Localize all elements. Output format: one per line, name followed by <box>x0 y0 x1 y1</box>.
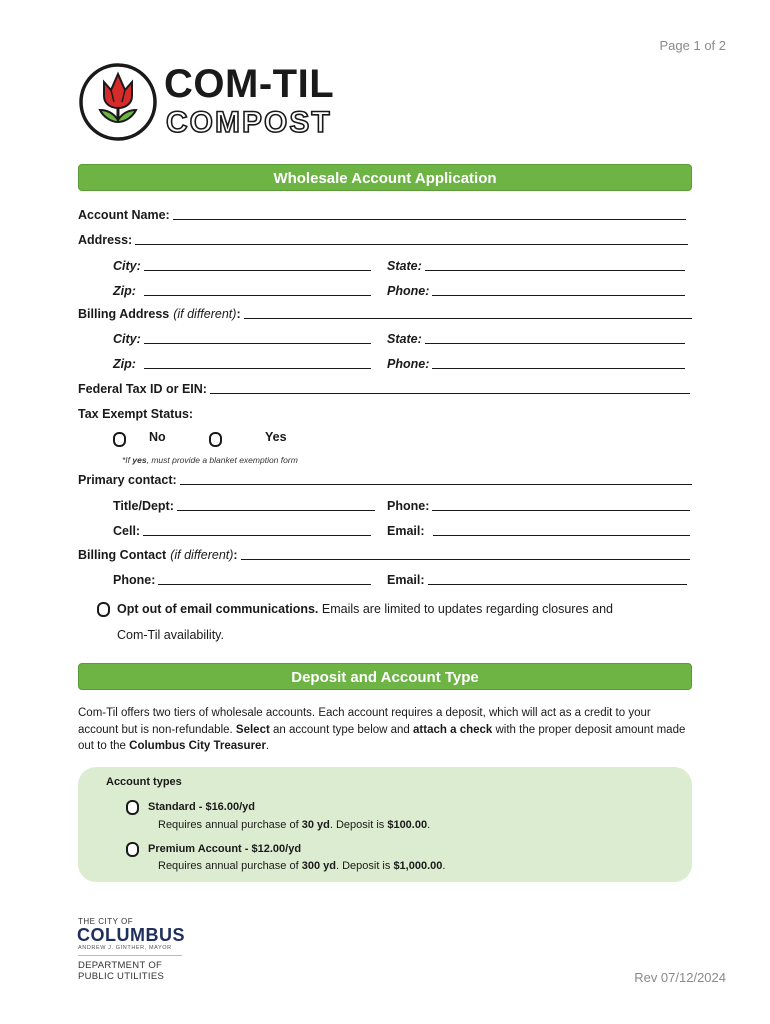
city-row <box>113 257 371 273</box>
billing-state-label: State: <box>387 332 422 346</box>
phone-field[interactable] <box>432 284 685 296</box>
zip-field[interactable] <box>144 284 371 296</box>
standard-account-name: Standard - $16.00/yd <box>148 801 255 813</box>
phone-label: Phone: <box>387 284 430 298</box>
zip-row <box>113 282 371 298</box>
billing-address-colon: : <box>236 307 241 321</box>
premium-account-radio[interactable] <box>126 842 139 857</box>
billing-address-if-different: (if different) <box>173 307 237 321</box>
account-name-label: Account Name: <box>78 208 170 222</box>
tax-exempt-yes-label: Yes <box>265 430 287 444</box>
opt-out-text-line2: Com-Til availability. <box>117 628 224 642</box>
billing-phone-field[interactable] <box>432 357 685 369</box>
tax-exempt-no-radio[interactable] <box>113 432 126 447</box>
primary-contact-field[interactable] <box>180 473 692 485</box>
section-banner-deposit: Deposit and Account Type <box>78 663 692 690</box>
com-til-tulip-logo-icon <box>78 60 158 144</box>
account-name-field[interactable] <box>173 208 686 220</box>
opt-out-checkbox[interactable] <box>97 602 110 617</box>
footer-city-of: THE CITY OF <box>78 917 134 926</box>
federal-tax-row <box>78 380 690 396</box>
billing-city-row <box>113 330 371 346</box>
opt-out-text: Opt out of email communications. Emails are limited to updates regarding closures and <box>117 602 614 616</box>
address-row <box>78 231 688 247</box>
billing-contact-phone-row <box>113 571 371 587</box>
tax-exempt-label: Tax Exempt Status: <box>78 407 194 421</box>
billing-state-field[interactable] <box>425 332 685 344</box>
contact-email-label: Email: <box>387 524 425 538</box>
contact-phone-field[interactable] <box>432 499 690 511</box>
billing-contact-email-label: Email: <box>387 573 425 587</box>
billing-city-field[interactable] <box>144 332 371 344</box>
section-banner-application: Wholesale Account Application <box>78 164 692 191</box>
state-field[interactable] <box>425 259 685 271</box>
state-label: State: <box>387 259 422 273</box>
logo-wordmark-com-til: COM-TIL <box>164 62 335 106</box>
billing-contact-field[interactable] <box>241 548 690 560</box>
billing-contact-row <box>78 546 690 562</box>
federal-tax-field[interactable] <box>210 382 690 394</box>
phone-row <box>387 282 685 298</box>
deposit-description: Com-Til offers two tiers of wholesale accounts. Each account requires a deposit, which will act as a credit to your account but is non-refundable. Select an account type below and attach a check with the proper deposit amount made out to the Columbus City Treasurer. <box>78 707 686 752</box>
billing-contact-email-row <box>387 571 687 587</box>
premium-account-name: Premium Account - $12.00/yd <box>148 843 302 855</box>
contact-phone-row <box>387 497 690 513</box>
contact-phone-label: Phone: <box>387 499 430 513</box>
billing-contact-colon: : <box>233 548 238 562</box>
city-field[interactable] <box>144 259 371 271</box>
standard-account-radio[interactable] <box>126 800 139 815</box>
page-number: Page 1 of 2 <box>659 38 726 53</box>
city-label: City: <box>113 259 141 273</box>
primary-contact-label: Primary contact: <box>78 473 177 487</box>
tax-exempt-row <box>78 405 378 421</box>
standard-account-desc: Requires annual purchase of 30 yd. Deposit is $100.00. <box>158 819 431 831</box>
title-dept-field[interactable] <box>177 499 375 511</box>
contact-email-row <box>387 522 690 538</box>
tax-exempt-yes-radio[interactable] <box>209 432 222 447</box>
billing-address-field[interactable] <box>244 307 692 319</box>
billing-address-label: Billing Address <box>78 307 170 321</box>
zip-label: Zip: <box>113 284 136 298</box>
federal-tax-label: Federal Tax ID or EIN: <box>78 382 207 396</box>
premium-account-desc: Requires annual purchase of 300 yd. Deposit is $1,000.00. <box>158 860 446 872</box>
billing-phone-row <box>387 355 685 371</box>
account-name-row <box>78 206 686 222</box>
billing-city-label: City: <box>113 332 141 346</box>
tax-exempt-note: *If yes, must provide a blanket exemption form <box>122 455 298 465</box>
address-field[interactable] <box>135 233 688 245</box>
billing-address-row <box>78 305 692 321</box>
billing-state-row <box>387 330 685 346</box>
billing-contact-email-field[interactable] <box>428 573 687 585</box>
title-dept-row <box>113 497 375 513</box>
address-label: Address: <box>78 233 133 247</box>
footer-mayor: ANDREW J. GINTHER, MAYOR <box>78 945 172 951</box>
billing-zip-row <box>113 355 371 371</box>
footer-columbus-logo: COLUMBUS <box>77 925 185 945</box>
billing-zip-field[interactable] <box>144 357 371 369</box>
account-types-title: Account types <box>106 776 182 788</box>
cell-field[interactable] <box>143 524 371 536</box>
billing-phone-label: Phone: <box>387 357 430 371</box>
primary-contact-row <box>78 471 692 487</box>
footer-divider <box>78 955 182 956</box>
state-row <box>387 257 685 273</box>
contact-email-field[interactable] <box>433 524 690 536</box>
cell-row <box>113 522 371 538</box>
footer-department: DEPARTMENT OF PUBLIC UTILITIES <box>78 960 165 982</box>
billing-zip-label: Zip: <box>113 357 136 371</box>
billing-contact-label: Billing Contact <box>78 548 167 562</box>
logo-wordmark-compost: COMPOST <box>166 106 332 139</box>
billing-contact-if-different: (if different) <box>170 548 234 562</box>
billing-contact-phone-field[interactable] <box>158 573 371 585</box>
title-dept-label: Title/Dept: <box>113 499 174 513</box>
cell-label: Cell: <box>113 524 141 538</box>
billing-contact-phone-label: Phone: <box>113 573 156 587</box>
tax-exempt-no-label: No <box>149 430 166 444</box>
revision-date: Rev 07/12/2024 <box>634 970 726 985</box>
